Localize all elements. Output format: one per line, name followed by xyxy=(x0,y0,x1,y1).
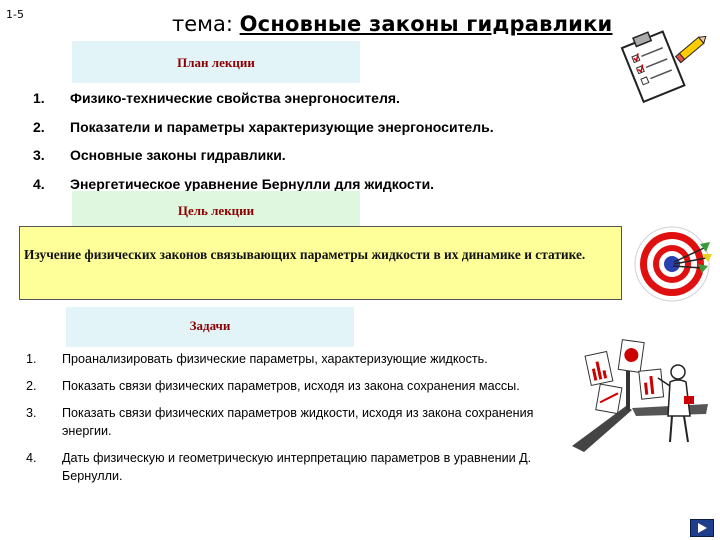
presenter-with-charts-icon xyxy=(566,338,712,456)
plan-list xyxy=(33,90,633,204)
list-item xyxy=(26,377,586,395)
list-item-number: 3. xyxy=(33,147,45,163)
slide-number: 1-5 xyxy=(6,8,24,21)
next-slide-button[interactable] xyxy=(690,519,714,537)
list-item-number: 1. xyxy=(33,90,45,106)
list-item-number: 1. xyxy=(26,352,37,366)
list-item-text: Показать связи физических параметров жидкости, исходя из закона сохранения энергии. xyxy=(62,406,534,438)
goal-label: Цель лекции xyxy=(177,203,255,218)
list-item-number: 2. xyxy=(33,118,45,135)
title-prefix: тема: xyxy=(172,12,240,36)
list-item xyxy=(26,350,586,368)
goal-text: Изучение физических законов связывающих параметры жидкости в их динамике и статике. xyxy=(24,247,586,262)
plan-header-box xyxy=(72,41,360,83)
list-item xyxy=(33,119,633,148)
list-item xyxy=(33,147,633,176)
list-item-text: Основные законы гидравлики. xyxy=(70,147,286,163)
list-item-number: 4. xyxy=(26,451,37,465)
tasks-list xyxy=(26,350,586,494)
target-with-arrows-icon xyxy=(630,220,716,304)
list-item-number: 4. xyxy=(33,175,45,192)
list-item xyxy=(33,90,633,119)
list-item-text: Проанализировать физические параметры, характеризующие жидкость. xyxy=(62,352,488,366)
list-item-text: Энергетическое уравнение Бернулли для жидкости. xyxy=(70,175,435,192)
list-item xyxy=(26,449,586,485)
title-topic: Основные законы гидравлики xyxy=(239,12,613,36)
list-item-number: 2. xyxy=(26,379,37,393)
list-item-text: Физико-технические свойства энергоносителя. xyxy=(70,90,400,106)
list-item-number: 3. xyxy=(26,406,37,420)
goal-header-box xyxy=(72,191,360,227)
list-item-text: Дать физическую и геометрическую интерпретацию параметров в уравнении Д. Бернулли. xyxy=(62,451,532,483)
list-item-text: Показатели и параметры характеризующие энергоноситель. xyxy=(70,118,494,135)
list-item-text: Показать связи физических параметров, исходя из закона сохранения массы. xyxy=(62,379,520,393)
slide-title xyxy=(172,12,612,36)
next-slide-arrow-icon xyxy=(691,520,713,536)
tasks-label: Задачи xyxy=(189,318,231,333)
tasks-header-box xyxy=(66,307,354,347)
list-item xyxy=(26,404,586,440)
plan-label: План лекции xyxy=(177,55,255,70)
